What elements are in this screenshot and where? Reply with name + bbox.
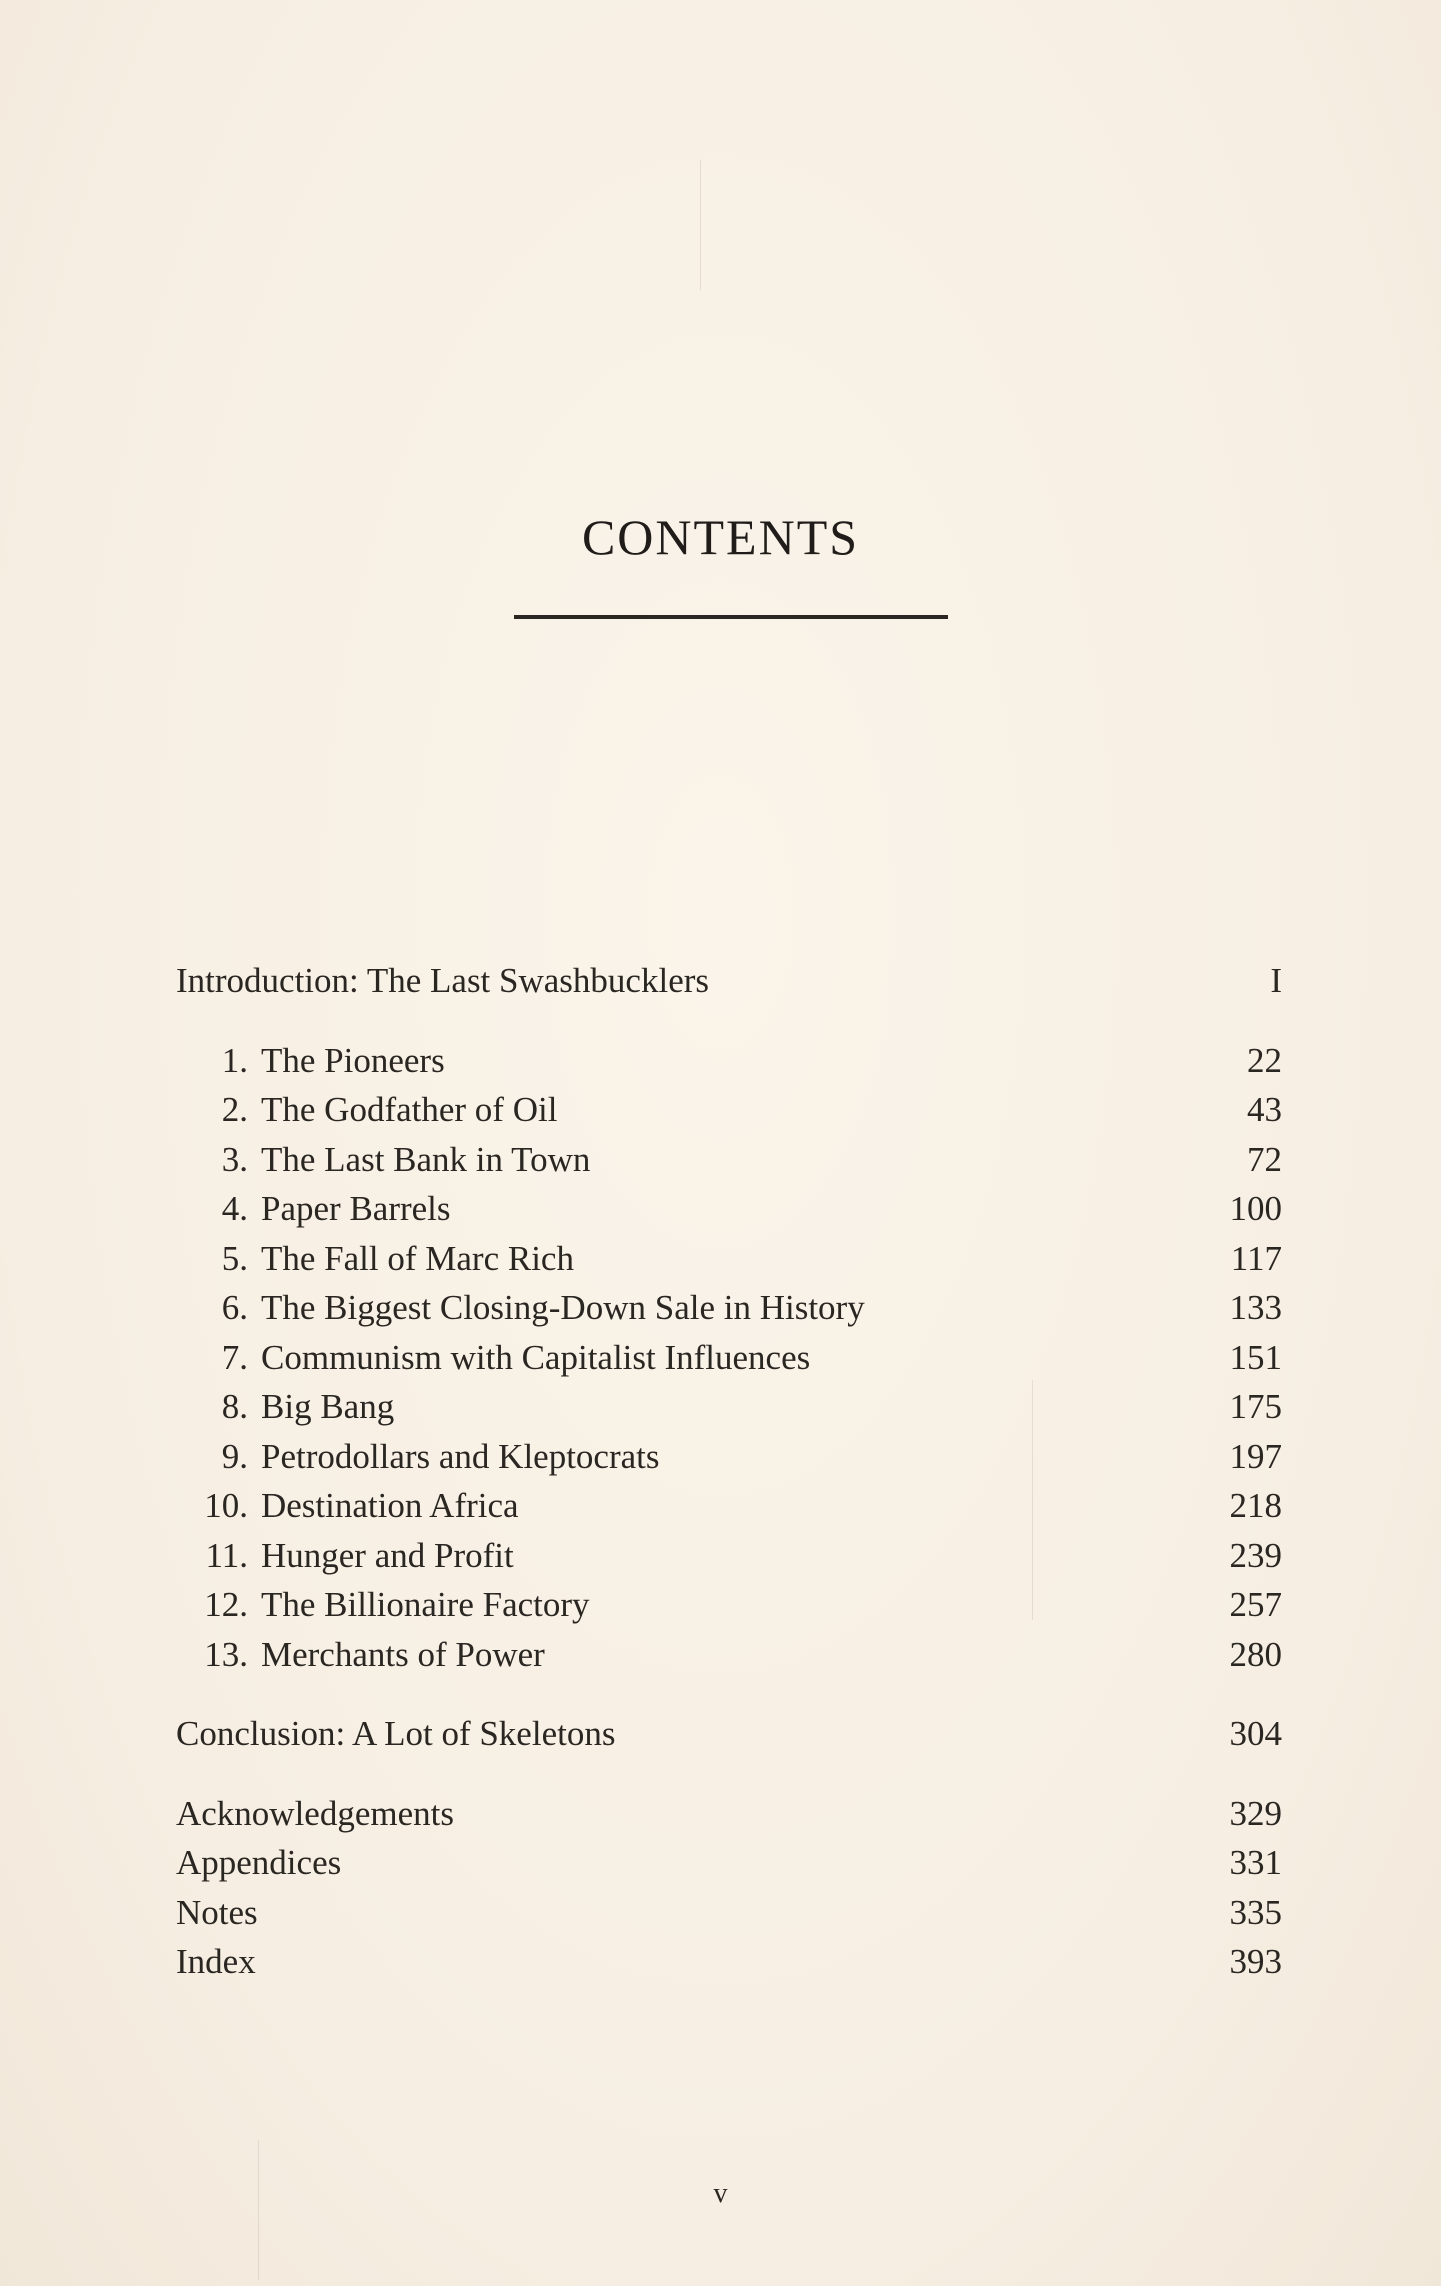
toc-page-number: 133	[1229, 1288, 1282, 1327]
page-title: CONTENTS	[581, 509, 860, 565]
toc-page-number: 331	[1229, 1843, 1282, 1882]
toc-entry-label: Index	[176, 1942, 256, 1981]
page-folio: v	[713, 2178, 728, 2209]
chapter-number: 2.	[221, 1090, 248, 1129]
chapter-number: 7.	[221, 1337, 248, 1377]
toc-entry-chapter	[176, 1135, 1282, 1185]
toc-entry-label: Notes	[176, 1892, 258, 1932]
table-of-contents	[176, 956, 1282, 1987]
toc-entry-chapter	[176, 1333, 1282, 1383]
chapter-title: The Godfather of Oil	[261, 1090, 558, 1129]
toc-entry-chapter	[176, 1184, 1282, 1234]
toc-entry-chapter	[176, 1481, 1282, 1531]
toc-page-number: 100	[1229, 1189, 1282, 1228]
toc-page-number: 335	[1229, 1892, 1282, 1932]
title-underline	[514, 615, 948, 619]
chapter-number: 5.	[221, 1238, 248, 1278]
toc-entry-chapter	[176, 1580, 1282, 1630]
chapter-title: The Biggest Closing-Down Sale in History	[261, 1288, 865, 1327]
toc-page-number: 393	[1229, 1942, 1282, 1981]
chapter-title: The Pioneers	[261, 1040, 445, 1080]
toc-entry-back-matter	[176, 1838, 1282, 1888]
paper-crease	[700, 160, 701, 290]
toc-entry-back-matter	[176, 1888, 1282, 1938]
chapter-title: Hunger and Profit	[261, 1535, 514, 1575]
chapter-list	[176, 1036, 1282, 1680]
toc-entry-chapter	[176, 1234, 1282, 1284]
toc-page-number: 117	[1230, 1238, 1282, 1278]
toc-entry-chapter	[176, 1382, 1282, 1432]
toc-page-number: 257	[1229, 1585, 1282, 1624]
toc-page-number: 304	[1229, 1714, 1282, 1753]
chapter-number: 11.	[205, 1535, 248, 1575]
toc-page-number: 175	[1229, 1387, 1282, 1426]
chapter-number: 1.	[221, 1040, 248, 1080]
chapter-title: Merchants of Power	[261, 1634, 545, 1674]
toc-page-number: 72	[1247, 1139, 1282, 1179]
toc-page-number: I	[1270, 961, 1282, 1000]
toc-page-number: 197	[1229, 1436, 1282, 1476]
back-matter-list	[176, 1789, 1282, 1987]
toc-entry-chapter	[176, 1531, 1282, 1581]
chapter-title: The Billionaire Factory	[261, 1585, 590, 1624]
chapter-number: 3.	[221, 1139, 248, 1179]
toc-page-number: 239	[1229, 1535, 1282, 1575]
toc-entry-back-matter	[176, 1937, 1282, 1987]
toc-entry-chapter	[176, 1283, 1282, 1333]
chapter-number: 9.	[221, 1436, 248, 1476]
toc-entry-chapter	[176, 1085, 1282, 1135]
toc-entry-label: Acknowledgements	[176, 1793, 454, 1833]
toc-page-number: 218	[1229, 1486, 1282, 1525]
toc-page-number: 329	[1229, 1793, 1282, 1833]
toc-entry-chapter	[176, 1630, 1282, 1680]
chapter-title: Destination Africa	[261, 1486, 519, 1525]
toc-entry-label: Introduction: The Last Swashbucklers	[176, 961, 709, 1000]
chapter-title: Communism with Capitalist Influences	[261, 1337, 811, 1377]
chapter-title: The Fall of Marc Rich	[261, 1238, 574, 1278]
toc-page-number: 22	[1247, 1040, 1282, 1080]
chapter-title: Big Bang	[261, 1387, 395, 1426]
toc-entry-label: Appendices	[176, 1843, 342, 1882]
chapter-number: 10.	[204, 1486, 248, 1525]
chapter-number: 6.	[221, 1288, 248, 1327]
toc-entry-conclusion	[176, 1709, 1282, 1759]
toc-entry-introduction	[176, 956, 1282, 1006]
chapter-number: 8.	[221, 1387, 248, 1426]
chapter-title: Paper Barrels	[261, 1189, 451, 1228]
paper-crease	[258, 2140, 259, 2280]
toc-page-number: 151	[1229, 1337, 1282, 1377]
chapter-title: Petrodollars and Kleptocrats	[261, 1436, 660, 1476]
chapter-number: 12.	[204, 1585, 248, 1624]
toc-entry-back-matter	[176, 1789, 1282, 1839]
toc-entry-chapter	[176, 1036, 1282, 1086]
toc-page-number: 43	[1247, 1090, 1282, 1129]
toc-page-number: 280	[1229, 1634, 1282, 1674]
chapter-title: The Last Bank in Town	[261, 1139, 591, 1179]
toc-entry-label: Conclusion: A Lot of Skeletons	[176, 1714, 616, 1753]
chapter-number: 13.	[204, 1634, 248, 1674]
chapter-number: 4.	[221, 1189, 248, 1228]
toc-entry-chapter	[176, 1432, 1282, 1482]
